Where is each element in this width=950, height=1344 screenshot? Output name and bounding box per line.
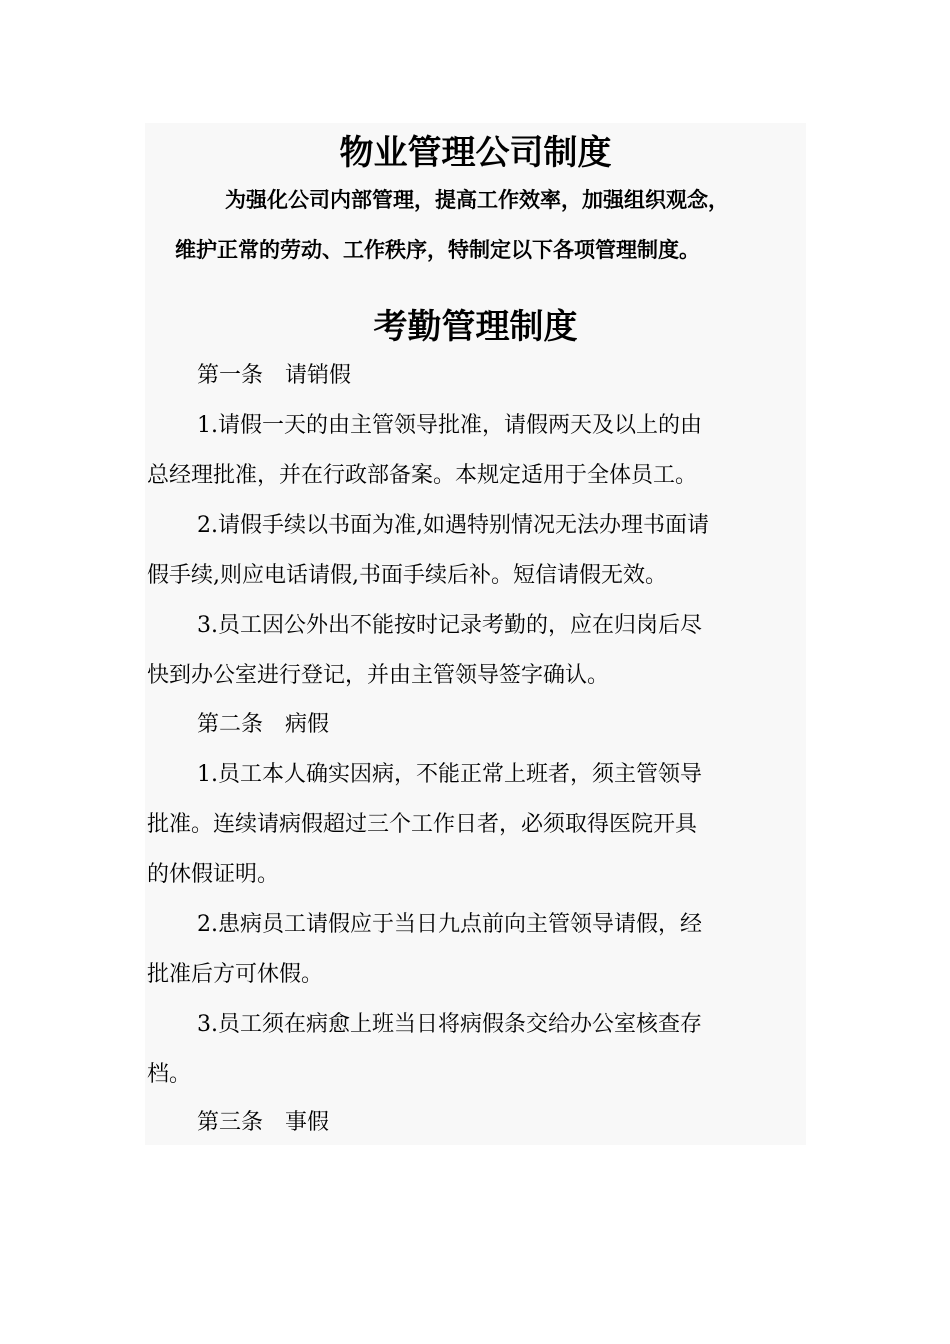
article-1-line-2: 总经理批准，并在行政部备案。本规定适用于全体员工。	[147, 463, 698, 488]
document-title: 物业管理公司制度	[339, 133, 612, 173]
intro-line-1: 为强化公司内部管理，提高工作效率，加强组织观念，	[225, 188, 729, 212]
article-2-line-3: 的休假证明。	[147, 862, 280, 887]
article-2-heading: 第二条 病假	[197, 712, 330, 737]
article-3-heading: 第三条 事假	[197, 1110, 330, 1135]
section-title: 考勤管理制度	[373, 307, 578, 347]
article-1-line-5: 3.员工因公外出不能按时记录考勤的，应在归岗后尽	[197, 613, 702, 638]
document-page	[145, 123, 806, 1145]
article-2-line-6: 3.员工须在病愈上班当日将病假条交给办公室核查存	[197, 1012, 702, 1037]
article-1-line-3: 2.请假手续以书面为准,如遇特别情况无法办理书面请	[197, 513, 709, 538]
article-1-line-4: 假手续,则应电话请假,书面手续后补。短信请假无效。	[147, 563, 667, 588]
intro-line-2: 维护正常的劳动、工作秩序，特制定以下各项管理制度。	[175, 238, 700, 262]
article-2-line-4: 2.患病员工请假应于当日九点前向主管领导请假，经	[197, 912, 702, 937]
article-1-heading: 第一条 请销假	[197, 363, 352, 388]
article-2-line-5: 批准后方可休假。	[147, 962, 324, 987]
article-2-line-2: 批准。连续请病假超过三个工作日者，必须取得医院开具	[147, 812, 698, 837]
article-2-line-7: 档。	[147, 1062, 192, 1087]
article-2-line-1: 1.员工本人确实因病，不能正常上班者，须主管领导	[197, 762, 702, 787]
article-1-line-6: 快到办公室进行登记，并由主管领导签字确认。	[147, 663, 610, 688]
article-1-line-1: 1.请假一天的由主管领导批准，请假两天及以上的由	[197, 413, 702, 438]
